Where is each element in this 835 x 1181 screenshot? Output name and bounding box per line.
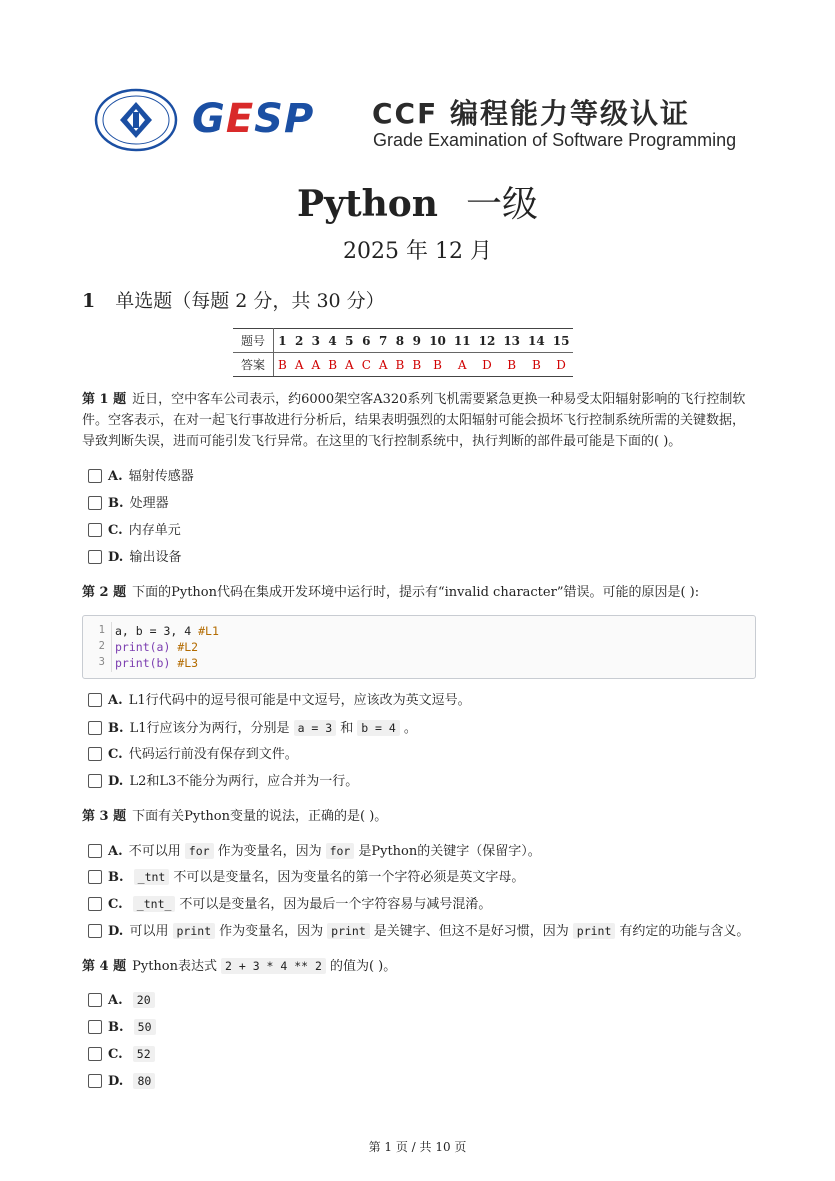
answer-table-answer-row	[233, 353, 573, 377]
answer-table-number-row	[233, 329, 573, 353]
option-3c[interactable]: C. _tnt_ 不可以是变量名，因为最后一个字符容易与减号混淆。	[88, 895, 491, 914]
question-label: 第 2 题	[82, 585, 127, 600]
answer-cell: B	[499, 353, 524, 377]
answer-cell: A	[291, 353, 308, 377]
checkbox[interactable]	[88, 870, 102, 884]
option-1b[interactable]: B. 处理器	[88, 495, 169, 513]
answer-cell: B	[408, 353, 425, 377]
question-number-cell: 6	[358, 329, 375, 353]
answer-cell: B	[425, 353, 450, 377]
answer-cell: A	[450, 353, 475, 377]
answer-cell: A	[375, 353, 392, 377]
section-title: 单选题（每题 2 分，共 30 分）	[115, 290, 385, 312]
checkbox[interactable]	[88, 844, 102, 858]
option-2d[interactable]: D. L2和L3不能分为两行，应合并为一行。	[88, 773, 358, 791]
code-block	[82, 615, 756, 679]
option-1a[interactable]: A. 辐射传感器	[88, 468, 194, 486]
checkbox[interactable]	[88, 693, 102, 707]
exam-date: 2025 年 12 月	[343, 239, 492, 264]
exam-language: Python	[297, 183, 438, 225]
option-2c[interactable]: C. 代码运行前没有保存到文件。	[88, 746, 298, 764]
checkbox[interactable]	[88, 747, 102, 761]
question-number-cell: 1	[274, 329, 291, 353]
checkbox[interactable]	[88, 721, 102, 735]
question-number-cell: 12	[475, 329, 500, 353]
question-label: 第 4 题	[82, 959, 127, 974]
question-number-cell: 14	[524, 329, 549, 353]
checkbox[interactable]	[88, 1074, 102, 1088]
option-4d[interactable]: D. 80	[88, 1072, 159, 1091]
answer-cell: A	[308, 353, 325, 377]
line-number: 2	[98, 640, 105, 652]
ccf-seal-logo	[94, 88, 178, 152]
option-1c[interactable]: C. 内存单元	[88, 522, 181, 540]
code-line: print(a) #L2	[115, 640, 199, 654]
option-1d[interactable]: D. 输出设备	[88, 549, 182, 567]
question-number-cell: 13	[499, 329, 524, 353]
brand-title-en: Grade Examination of Software Programming	[373, 130, 737, 150]
answer-cell: D	[549, 353, 574, 377]
checkbox[interactable]	[88, 993, 102, 1007]
question-label: 第 3 题	[82, 809, 127, 824]
question-label: 第 1 题	[82, 392, 127, 407]
question-number-cell: 7	[375, 329, 392, 353]
checkbox[interactable]	[88, 523, 102, 537]
gesp-logo: GESP	[192, 96, 315, 142]
question-number-cell: 4	[324, 329, 341, 353]
code-gutter	[111, 622, 112, 672]
option-4b[interactable]: B. 50	[88, 1018, 160, 1037]
question-number-cell: 15	[549, 329, 574, 353]
checkbox[interactable]	[88, 550, 102, 564]
question-number-cell: 3	[308, 329, 325, 353]
line-number: 3	[98, 656, 105, 668]
answer-cell: C	[358, 353, 375, 377]
question-3	[82, 806, 747, 827]
exam-title	[0, 176, 835, 227]
question-number-cell: 11	[450, 329, 475, 353]
checkbox[interactable]	[88, 897, 102, 911]
answer-table	[233, 328, 573, 377]
answer-cell: D	[475, 353, 500, 377]
checkbox[interactable]	[88, 1047, 102, 1061]
question-number-cell: 8	[392, 329, 409, 353]
answer-cell: B	[274, 353, 291, 377]
answer-cell: B	[324, 353, 341, 377]
question-2	[82, 582, 747, 603]
answer-cell: A	[341, 353, 358, 377]
question-number-cell: 9	[408, 329, 425, 353]
option-2a[interactable]: A. L1行代码中的逗号很可能是中文逗号，应该改为英文逗号。	[88, 692, 471, 710]
checkbox[interactable]	[88, 924, 102, 938]
question-text: 下面的Python代码在集成开发环境中运行时，提示有“invalid character”错误。可能的原因是( ):	[132, 585, 700, 600]
question-4: 第 4 题 Python表达式 2 + 3 * 4 ** 2 的值为( )。	[82, 959, 397, 974]
question-text: 近日，空中客车公司表示，约6000架空客A320系列飞机需要紧急更换一种易受太阳辐射影响的飞行控制软件。空客表示，在对一起飞行事故进行分析后，结果表明强烈的太阳辐射可能会损坏飞行控制系统所需的关键数据，导致判断失误，进而可能引发飞行异常。在这里的飞行控制系统中，执行判断的部件最可能是下面的( )。	[82, 392, 746, 449]
option-3b[interactable]: B. _tnt 不可以是变量名，因为变量名的第一个字符必须是英文字母。	[88, 868, 524, 887]
question-text: 下面有关Python变量的说法，正确的是( )。	[132, 809, 388, 824]
question-number-cell: 10	[425, 329, 450, 353]
option-3a[interactable]: A. 不可以用 for 作为变量名，因为 for 是Python的关键字（保留字）。	[88, 842, 541, 861]
exam-level: 一级	[465, 184, 538, 225]
brand-title-cn: CCF 编程能力等级认证	[372, 97, 690, 130]
answer-cell: B	[392, 353, 409, 377]
code-line: print(b) #L3	[115, 656, 199, 670]
answer-table-answer-label: 答案	[233, 353, 274, 377]
option-3d[interactable]: D. 可以用 print 作为变量名，因为 print 是关键字、但这不是好习惯，因为 print 有约定的功能与含义。	[88, 922, 749, 941]
question-number-cell: 5	[341, 329, 358, 353]
checkbox[interactable]	[88, 496, 102, 510]
checkbox[interactable]	[88, 469, 102, 483]
question-number-cell: 2	[291, 329, 308, 353]
line-number: 1	[98, 624, 105, 636]
section-heading	[82, 286, 385, 313]
question-1	[82, 389, 747, 452]
answer-table-number-label: 题号	[233, 329, 274, 353]
checkbox[interactable]	[88, 1020, 102, 1034]
section-number: 1	[82, 290, 96, 312]
checkbox[interactable]	[88, 774, 102, 788]
answer-cell: B	[524, 353, 549, 377]
option-2b[interactable]: B. L1行应该分为两行，分别是 a = 3 和 b = 4 。	[88, 719, 417, 738]
option-4c[interactable]: C. 52	[88, 1045, 159, 1064]
page-footer: 第 1 页 / 共 10 页	[368, 1140, 467, 1154]
option-4a[interactable]: A. 20	[88, 991, 159, 1010]
code-line: a, b = 3, 4 #L1	[115, 624, 219, 638]
